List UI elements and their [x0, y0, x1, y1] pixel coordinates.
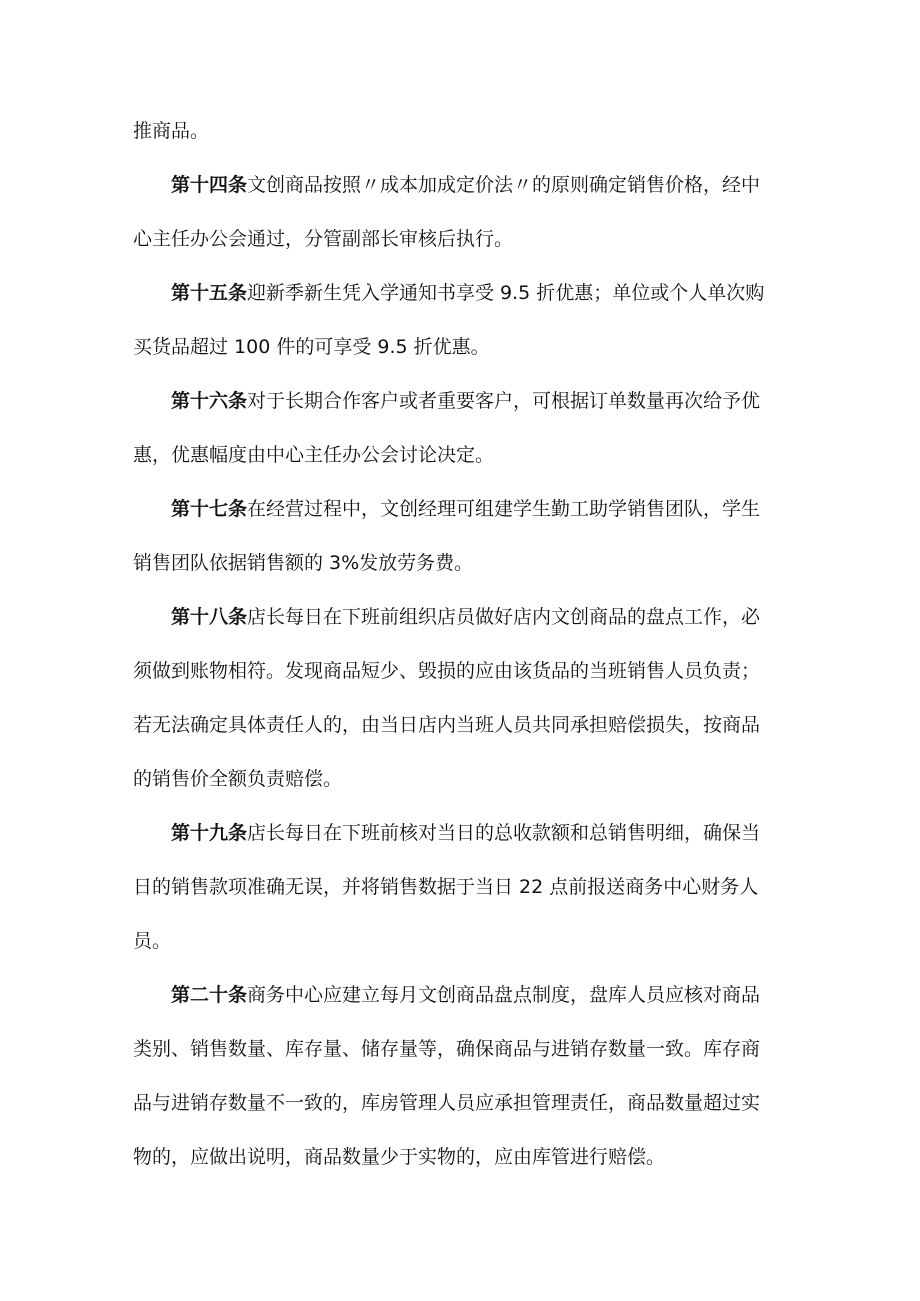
article-number: 第十七条 [171, 498, 248, 520]
document-body [133, 112, 793, 1192]
article-text: 若无法确定具体责任人的，由当日店内当班人员共同承担赔偿损失，按商品 [133, 714, 761, 736]
article-text: 日的销售款项准确无误，并将销售数据于当日 22 点前报送商务中心财务人 [133, 876, 759, 898]
continuation-text: 推商品。 [133, 120, 210, 142]
article-text: 品与进销存数量不一致的，库房管理人员应承担管理责任，商品数量超过实 [133, 1092, 761, 1114]
article-text: 店长每日在下班前组织店员做好店内文创商品的盘点工作，必 [247, 606, 761, 628]
article-19-line-3 [133, 922, 793, 976]
article-text: 文创商品按照〃成本加成定价法〃的原则确定销售价格，经中 [247, 174, 761, 196]
article-number: 第十九条 [171, 822, 248, 844]
paragraph-continuation [133, 112, 793, 166]
article-17-line-1 [133, 490, 793, 544]
article-18-line-4 [133, 760, 793, 814]
article-20-line-3 [133, 1084, 793, 1138]
article-17-line-2 [133, 544, 793, 598]
article-19-line-2 [133, 868, 793, 922]
article-text: 心主任办公会通过，分管副部长审核后执行。 [133, 228, 514, 250]
article-text: 惠，优惠幅度由中心主任办公会讨论决定。 [133, 444, 495, 466]
article-15-line-2 [133, 328, 793, 382]
article-19-line-1 [133, 814, 793, 868]
article-number: 第十四条 [171, 174, 248, 196]
article-18-line-2 [133, 652, 793, 706]
article-16-line-2 [133, 436, 793, 490]
article-20-line-2 [133, 1030, 793, 1084]
article-20-line-1 [133, 976, 793, 1030]
article-text: 迎新季新生凭入学通知书享受 9.5 折优惠；单位或个人单次购 [247, 282, 765, 304]
article-text: 买货品超过 100 件的可享受 9.5 折优惠。 [133, 336, 490, 358]
article-text: 员。 [133, 930, 172, 952]
article-20-line-4 [133, 1138, 793, 1192]
article-text: 店长每日在下班前核对当日的总收款额和总销售明细，确保当 [247, 822, 761, 844]
article-16-line-1 [133, 382, 793, 436]
article-15-line-1 [133, 274, 793, 328]
article-18-line-3 [133, 706, 793, 760]
article-14-line-2 [133, 220, 793, 274]
article-18-line-1 [133, 598, 793, 652]
article-text: 销售团队依据销售额的 3%发放劳务费。 [133, 552, 474, 574]
article-text: 物的，应做出说明，商品数量少于实物的，应由库管进行赔偿。 [133, 1146, 666, 1168]
article-text: 类别、销售数量、库存量、储存量等，确保商品与进销存数量一致。库存商 [133, 1038, 761, 1060]
article-number: 第十五条 [171, 282, 248, 304]
article-number: 第二十条 [171, 984, 248, 1006]
article-text: 的销售价全额负责赔偿。 [133, 768, 343, 790]
article-text: 在经营过程中，文创经理可组建学生勤工助学销售团队，学生 [247, 498, 761, 520]
article-text: 对于长期合作客户或者重要客户，可根据订单数量再次给予优 [247, 390, 761, 412]
article-14-line-1 [133, 166, 793, 220]
article-number: 第十六条 [171, 390, 248, 412]
article-text: 须做到账物相符。发现商品短少、毁损的应由该货品的当班销售人员负责； [133, 660, 761, 682]
article-text: 商务中心应建立每月文创商品盘点制度，盘库人员应核对商品 [247, 984, 761, 1006]
article-number: 第十八条 [171, 606, 248, 628]
